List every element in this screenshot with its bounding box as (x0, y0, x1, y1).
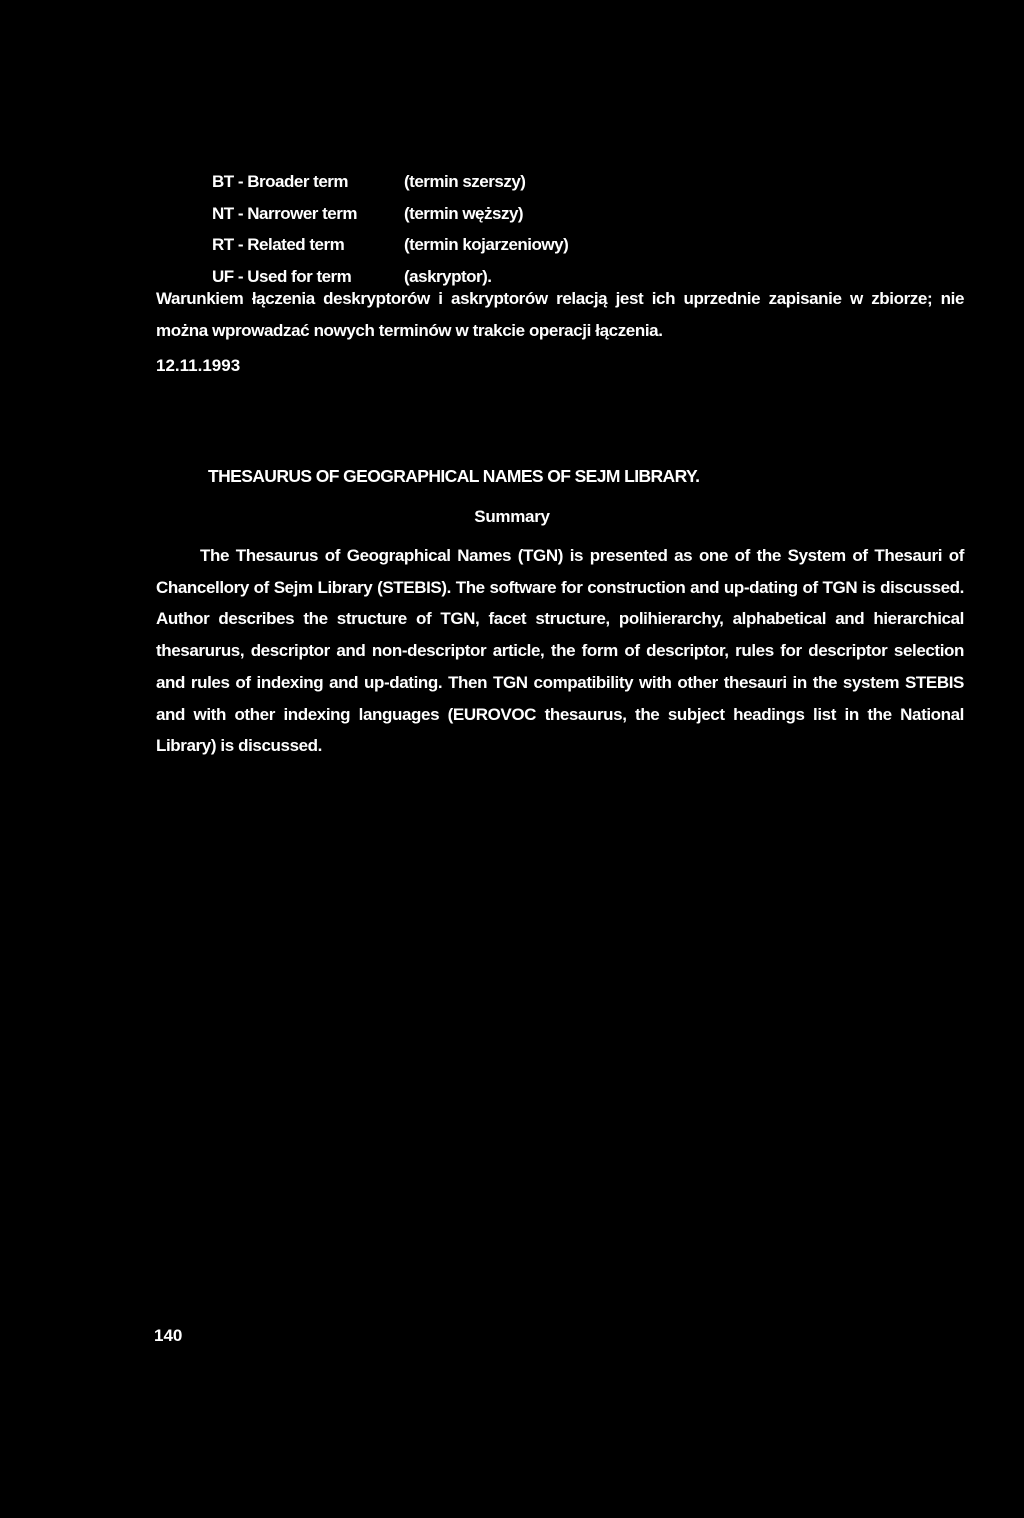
page-number: 140 (154, 1326, 183, 1345)
abbreviation-polish: (askryptor). (404, 266, 492, 286)
abbreviation-term: NT - Narrower term (212, 203, 357, 223)
abbreviation-polish: (termin węższy) (404, 203, 524, 223)
summary-heading: Summary (474, 507, 550, 526)
abbreviation-polish: (termin kojarzeniowy) (404, 235, 569, 254)
date: 12.11.1993 (156, 356, 241, 375)
abbreviation-polish: (termin szerszy) (404, 172, 526, 191)
abbreviation-row (212, 166, 568, 198)
abbreviation-term: UF - Used for term (212, 266, 352, 286)
abbreviation-list (212, 166, 568, 292)
abbreviation-row (212, 229, 568, 261)
abbreviation-term: RT - Related term (212, 235, 345, 254)
abbreviation-term: BT - Broader term (212, 172, 349, 191)
summary-paragraph: The Thesaurus of Geographical Names (TGN) is presented as one of the System of Thesauri of Chancellory of Sejm Library (STEBIS). The software for construction and up-dating of TGN is discussed. Author describes the structure of TGN, facet structure, polihierarchy, alphabetical and hierarchical thesarurus, descriptor and non-descriptor article, the form of descriptor, rules for descriptor selection and rules of indexing and up-dating. Then TGN compatibility with other thesauri in the system STEBIS and with other indexing languages (EUROVOC thesaurus, the subject headings list in the National Library) is discussed. (156, 546, 964, 756)
abbreviation-row (212, 198, 568, 230)
english-title: THESAURUS OF GEOGRAPHICAL NAMES OF SEJM LIBRARY. (208, 466, 700, 486)
polish-paragraph: Warunkiem łączenia deskryptorów i askryptorów relacją jest ich uprzednie zapisanie w zbiorze; nie można wprowadzać nowych terminów w trakcie operacji łączenia. (156, 289, 964, 340)
